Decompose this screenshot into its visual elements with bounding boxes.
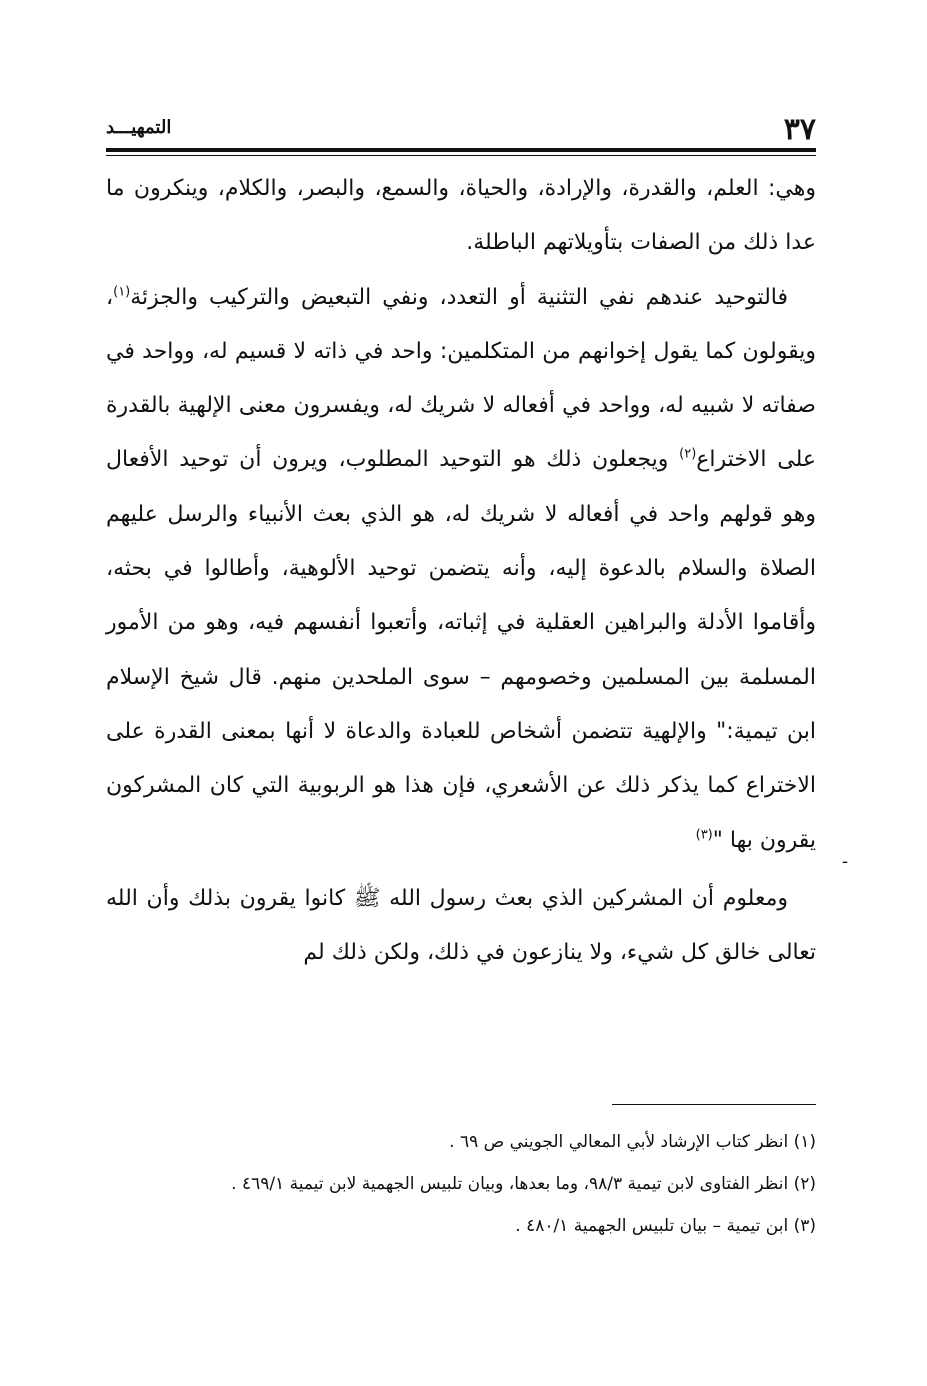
paragraph-2-part-1: فالتوحيد عندهم نفي التثنية أو التعدد، ونفي التبعيض والتركيب والجزئة — [130, 284, 788, 310]
paragraph-2-part-3: ويجعلون ذلك هو التوحيد المطلوب، ويرون أن توحيد الأفعال وهو قولهم واحد في أفعاله لا شريك له، هو الذي بعث الأنبياء والرسل عليهم الصلاة والسلام بالدعوة إليه، وأنه يتضمن توحيد الألوهية، وأطالوا في بحثه، وأقاموا الأدلة والبراهين العقلية في إثباته، وأتعبوا أنفسهم فيه، وهو من الأمور المسلمة بين المسلمين وخصومهم – سوى الملحدين منهم. قال شيخ الإسلام ابن تيمية:" والإلهية تتضمن أشخاص للعبادة والدعاة لا أنها بمعنى القدرة على الاختراع كما يذكر ذلك عن الأشعري، فإن هذا هو الربوبية التي كان المشركون يقرون بها " — [106, 447, 816, 853]
page-header — [106, 112, 816, 148]
footnote-separator — [612, 1104, 816, 1105]
footnotes — [106, 1124, 816, 1250]
body-text — [106, 162, 816, 980]
margin-mark: - — [842, 851, 849, 872]
paragraph-3: ومعلوم أن المشركين الذي بعث رسول الله ﷺ كانوا يقرون بذلك وأن الله تعالى خالق كل شيء، ولا ينازعون في ذلك، ولكن ذلك لم — [106, 885, 816, 966]
paragraph-1: وهي: العلم، والقدرة، والإرادة، والحياة، والسمع، والبصر، والكلام، وينكرون ما عدا ذلك من الصفات بتأويلاتهم الباطلة. — [106, 176, 816, 256]
paragraph-2 — [106, 271, 816, 868]
running-title: التمهيـــد — [106, 117, 172, 138]
page-number: ٣٧ — [783, 112, 816, 147]
paragraph-2-part-2: ، ويقولون كما يقول إخوانهم من المتكلمين: واحد في ذاته لا قسيم له، وواحد في صفاته لا شبيه له، وواحد في أفعاله لا شريك له، ويفسرون معنى الإلهية بالقدرة على الاختراع — [106, 284, 816, 473]
footnote-2: (٢) انظر الفتاوى لابن تيمية ٩٨/٣، وما بعدها، وبيان تلبيس الجهمية لابن تيمية ٤٦٩/١ . — [231, 1174, 816, 1194]
footnote-ref-1[interactable]: (١) — [113, 284, 131, 300]
footnote-ref-3[interactable]: (٣) — [695, 827, 713, 843]
footnote-3: (٣) ابن تيمية – بيان تلبيس الجهمية ٤٨٠/١ . — [515, 1216, 816, 1236]
header-rule-thin — [106, 155, 816, 156]
footnote-1: (١) انظر كتاب الإرشاد لأبي المعالي الجويني ص ٦٩ . — [449, 1132, 816, 1152]
footnote-ref-2[interactable]: (٢) — [679, 447, 697, 463]
header-rule-thick — [106, 148, 816, 152]
